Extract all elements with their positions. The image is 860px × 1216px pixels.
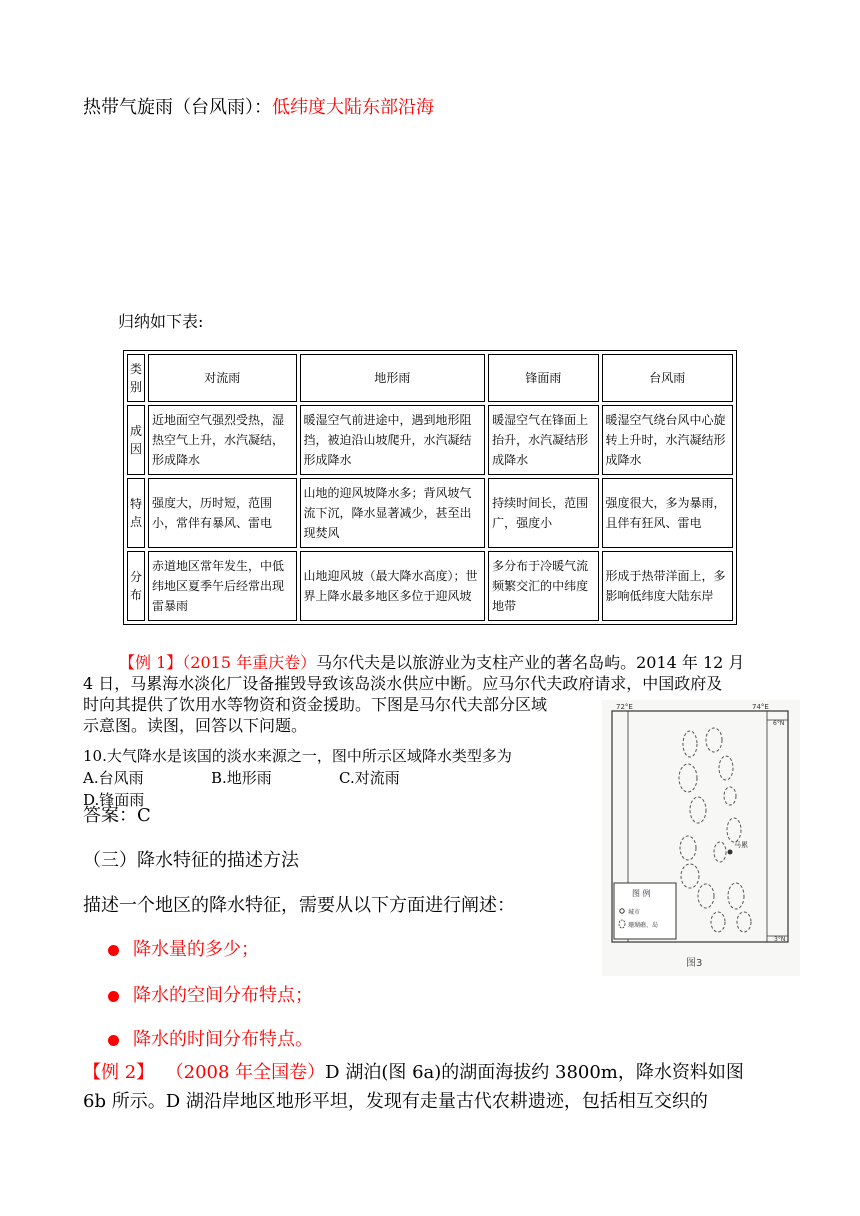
example-1-source: （2015 年重庆卷） bbox=[182, 653, 317, 672]
example-1-line: 时向其提供了饮用水等物资和资金援助。下图是马尔代夫部分区域 bbox=[83, 695, 548, 714]
bullet-item: 降水量的多少； bbox=[108, 935, 259, 961]
legend-reef: 珊瑚礁、岛 bbox=[628, 922, 659, 929]
legend-city: 城市 bbox=[628, 909, 641, 916]
atoll bbox=[680, 836, 696, 860]
example-2-tag: 【例 2】 bbox=[83, 1062, 155, 1083]
table-header-row bbox=[127, 354, 733, 402]
section-description: 描述一个地区的降水特征，需要从以下方面进行阐述： bbox=[83, 895, 515, 916]
table-cell: 山地的迎风坡降水多；背风坡气流下沉，降水显著减少，甚至出现焚风 bbox=[300, 478, 486, 548]
example-1-line: 4 日，马累海水淡化厂设备摧毁导致该岛淡水供应中断。应马尔代夫政府请求，中国政府及 bbox=[83, 674, 723, 693]
table-header: 台风雨 bbox=[602, 354, 733, 402]
table-header: 地形雨 bbox=[300, 354, 486, 402]
atoll bbox=[737, 912, 751, 932]
maldives-map bbox=[602, 700, 800, 976]
atoll bbox=[706, 728, 722, 752]
atoll bbox=[683, 731, 697, 757]
table-header-category: 类别 bbox=[127, 354, 145, 402]
example-1-line: 示意图。读图，回答以下问题。 bbox=[83, 716, 308, 735]
table-cell: 山地迎风坡（最大降水高度）；世界上降水最多地区多位于迎风坡 bbox=[300, 551, 486, 621]
table-row-category: 成因 bbox=[127, 405, 145, 475]
bullet-item: 降水的空间分布特点； bbox=[108, 981, 313, 1007]
male-city-label: 马累 bbox=[734, 841, 748, 849]
question-10: 10.大气降水是该国的淡水来源之一，图中所示区域降水类型多为 bbox=[83, 747, 512, 765]
atoll bbox=[698, 884, 714, 908]
table-cell: 持续时间长，范围广，强度小 bbox=[488, 478, 598, 548]
bullet-icon bbox=[108, 1035, 119, 1046]
option-a: A.台风雨 bbox=[83, 769, 144, 787]
example-2-line: 6b 所示。D 湖沿岸地区地形平坦，发现有走量古代农耕遗迹，包括相互交织的 bbox=[83, 1091, 708, 1112]
table-cell: 暖湿空气绕台风中心旋转上升时，水汽凝结形成降水 bbox=[602, 405, 733, 475]
section-title: （三）降水特征的描述方法 bbox=[83, 850, 299, 871]
atoll bbox=[711, 912, 725, 932]
table-cell: 形成于热带洋面上，多影响低纬度大陆东岸 bbox=[602, 551, 733, 621]
atoll bbox=[724, 787, 736, 805]
table-row bbox=[127, 551, 733, 621]
lat-top-label: 6°N bbox=[773, 720, 785, 727]
bullet-item: 降水的时间分布特点。 bbox=[108, 1025, 313, 1051]
answer: 答案：C bbox=[83, 805, 151, 826]
heading-value: 低纬度大陆东部沿海 bbox=[272, 97, 434, 118]
table-row-category: 特点 bbox=[127, 478, 145, 548]
atoll bbox=[679, 764, 697, 792]
atoll bbox=[728, 883, 744, 909]
table-row bbox=[127, 478, 733, 548]
legend-title: 图 例 bbox=[632, 889, 651, 898]
lon-left-label: 72°E bbox=[616, 703, 633, 711]
atoll bbox=[719, 756, 733, 780]
lat-bottom-label: 3°N bbox=[774, 936, 786, 943]
option-b: B.地形雨 bbox=[211, 769, 272, 787]
atoll bbox=[690, 797, 706, 823]
table-row bbox=[127, 405, 733, 475]
table-cell: 近地面空气强烈受热，湿热空气上升，水汽凝结，形成降水 bbox=[148, 405, 297, 475]
option-d: D.锋面雨 bbox=[83, 791, 145, 809]
map-caption: 图3 bbox=[686, 958, 703, 969]
answer-options bbox=[83, 767, 583, 811]
bullet-icon bbox=[108, 991, 119, 1002]
option-c: C.对流雨 bbox=[339, 769, 400, 787]
example-1-tag: 【例 1】 bbox=[119, 653, 183, 672]
atoll bbox=[714, 842, 726, 862]
male-city-marker bbox=[728, 850, 733, 855]
example-2-text bbox=[83, 1058, 783, 1116]
example-2-line: 【例 2】 （2008 年全国卷）D 湖泊(图 6a)的湖面海拔约 3800m，降水资料如图 bbox=[83, 1062, 744, 1083]
tropical-cyclone-rain-heading bbox=[83, 93, 434, 119]
heading-label: 热带气旋雨（台风雨）： bbox=[83, 97, 272, 118]
table-header: 锋面雨 bbox=[488, 354, 598, 402]
rain-type-table bbox=[123, 350, 737, 625]
table-cell: 多分布于冷暖气流频繁交汇的中纬度地带 bbox=[488, 551, 598, 621]
atoll bbox=[727, 818, 741, 842]
table-header: 对流雨 bbox=[148, 354, 297, 402]
table-cell: 暖湿空气在锋面上抬升，水汽凝结形成降水 bbox=[488, 405, 598, 475]
example-1-line: 【例 1】（2015 年重庆卷）马尔代夫是以旅游业为支柱产业的著名岛屿。2014 年 12 月 bbox=[119, 653, 745, 672]
example-2-source: （2008 年全国卷） bbox=[165, 1062, 326, 1083]
table-cell: 强度大，历时短，范围小，常伴有暴风、雷电 bbox=[148, 478, 297, 548]
lon-right-label: 74°E bbox=[752, 703, 769, 711]
coral-atolls bbox=[679, 728, 751, 932]
summary-label: 归纳如下表: bbox=[118, 312, 204, 331]
atoll bbox=[681, 864, 699, 888]
table-cell: 赤道地区常年发生，中低纬地区夏季午后经常出现雷暴雨 bbox=[148, 551, 297, 621]
table-cell: 暖湿空气前进途中，遇到地形阻挡，被迫沿山坡爬升，水汽凝结形成降水 bbox=[300, 405, 486, 475]
table-row-category: 分布 bbox=[127, 551, 145, 621]
bullet-icon bbox=[108, 945, 119, 956]
maldives-map-figure bbox=[602, 700, 800, 976]
table-cell: 强度很大，多为暴雨，且伴有狂风、雷电 bbox=[602, 478, 733, 548]
